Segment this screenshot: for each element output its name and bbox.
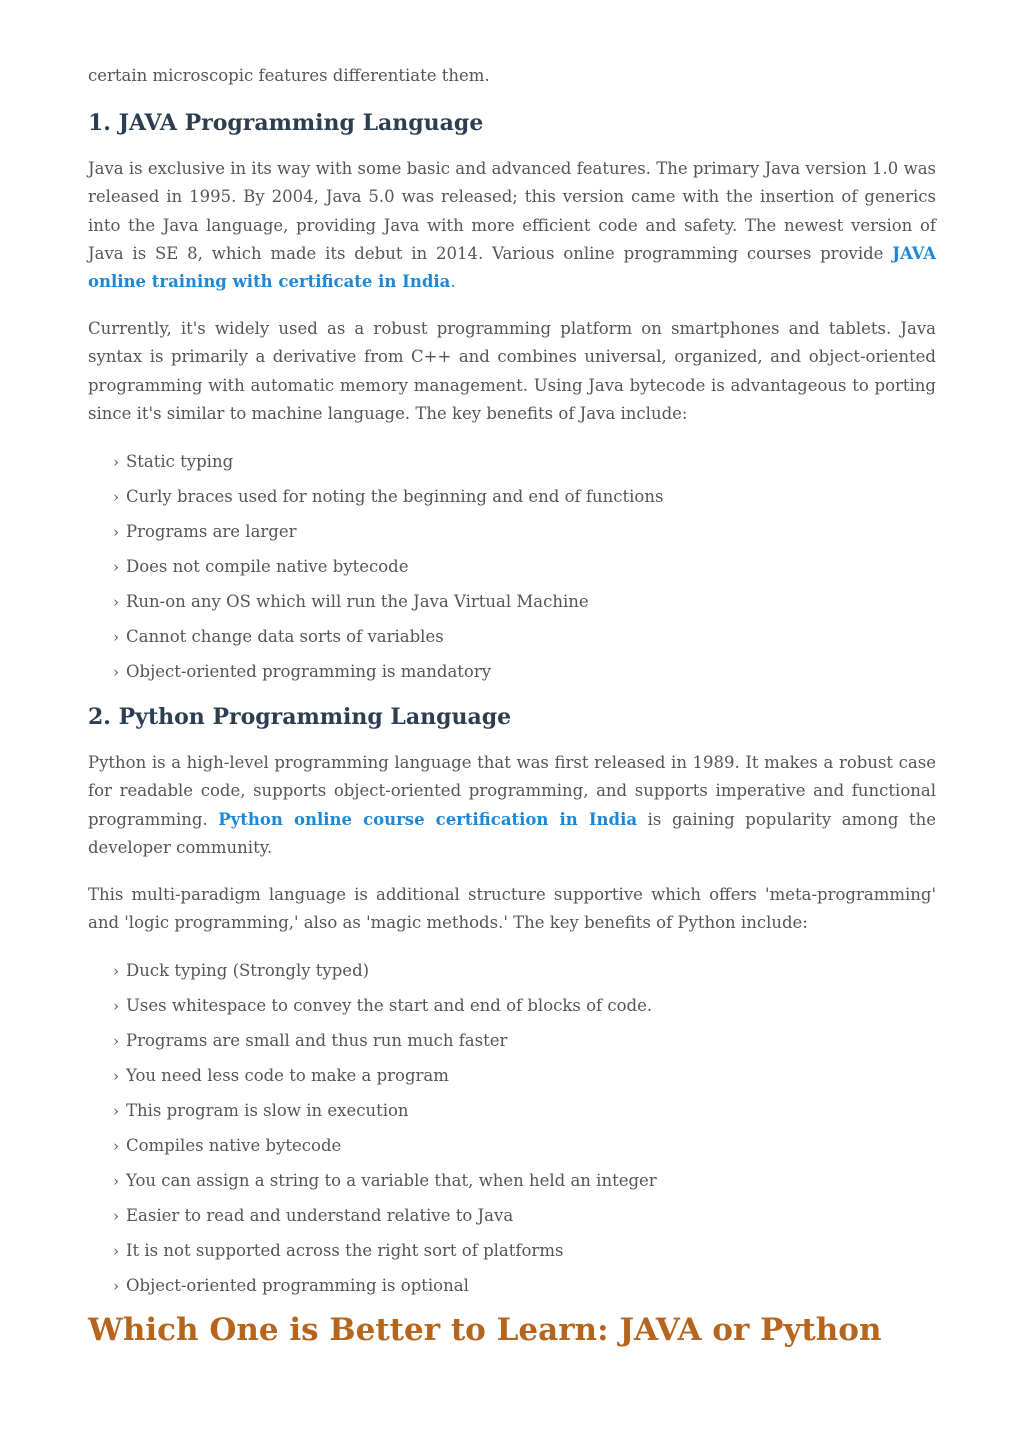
list-item: › Object-oriented programming is mandatory — [113, 654, 663, 689]
list-item: › Curly braces used for noting the beginning and end of functions — [113, 479, 663, 514]
java-section-heading: 1. JAVA Programming Language — [88, 110, 484, 136]
list-item: › Does not compile native bytecode — [113, 549, 663, 584]
java-benefits-list — [113, 444, 663, 689]
list-item: › You need less code to make a program — [113, 1058, 657, 1093]
python-course-link[interactable]: Python online course certification in India — [218, 809, 638, 829]
chevron-right-icon: › — [113, 1172, 119, 1190]
chevron-right-icon: › — [113, 558, 119, 576]
list-item: › Programs are small and thus run much faster — [113, 1023, 657, 1058]
java-para1-end: . — [450, 272, 456, 292]
list-item: › Easier to read and understand relative to Java — [113, 1198, 657, 1233]
chevron-right-icon: › — [113, 663, 119, 681]
list-item: › Object-oriented programming is optional — [113, 1268, 657, 1303]
chevron-right-icon: › — [113, 1137, 119, 1155]
chevron-right-icon: › — [113, 1207, 119, 1225]
chevron-right-icon: › — [113, 1277, 119, 1295]
list-item: › Uses whitespace to convey the start and end of blocks of code. — [113, 988, 657, 1023]
list-item: › Static typing — [113, 444, 663, 479]
python-para1-end: is gaining popularity among the developer community. — [88, 809, 937, 857]
chevron-right-icon: › — [113, 1032, 119, 1050]
chevron-right-icon: › — [113, 593, 119, 611]
list-item: › Compiles native bytecode — [113, 1128, 657, 1163]
chevron-right-icon: › — [113, 523, 119, 541]
chevron-right-icon: › — [113, 453, 119, 471]
list-item: › Run-on any OS which will run the Java Virtual Machine — [113, 584, 663, 619]
chevron-right-icon: › — [113, 1242, 119, 1260]
chevron-right-icon: › — [113, 1067, 119, 1085]
intro-line: certain microscopic features differentiate them. — [88, 66, 490, 85]
chevron-right-icon: › — [113, 997, 119, 1015]
list-item: › Cannot change data sorts of variables — [113, 619, 663, 654]
java-training-link[interactable]: JAVA online training with certificate in India — [88, 243, 936, 292]
python-para1-text: Python is a high-level programming language that was first released in 1989. It makes a robust case for readable code, supports object-oriented programming, and supports imperative and functional programming. — [88, 753, 936, 829]
python-benefits-list — [113, 953, 657, 1303]
chevron-right-icon: › — [113, 962, 119, 980]
list-item: › Duck typing (Strongly typed) — [113, 953, 657, 988]
python-paragraph-1 — [88, 749, 936, 862]
chevron-right-icon: › — [113, 1102, 119, 1120]
list-item: › It is not supported across the right sort of platforms — [113, 1233, 657, 1268]
chevron-right-icon: › — [113, 628, 119, 646]
list-item: › Programs are larger — [113, 514, 663, 549]
java-para1-text: Java is exclusive in its way with some basic and advanced features. The primary Java version 1.0 was released in 1995. By 2004, Java 5.0 was released; this version came with the insertion of generics into the Java language, providing Java with more efficient code and safety. The newest version of Java is SE 8, which made its debut in 2014. Various online programming courses provide — [88, 159, 936, 263]
java-paragraph-1 — [88, 155, 936, 296]
list-item: › This program is slow in execution — [113, 1093, 657, 1128]
java-paragraph-2: Currently, it's widely used as a robust programming platform on smartphones and tablets. Java syntax is primarily a derivative from C++ and combines universal, organized, and object-oriented programming with automatic memory management. Using Java bytecode is advantageous to porting since it's similar to machine language. The key benefits of Java include: — [88, 319, 936, 423]
comparison-heading: Which One is Better to Learn: JAVA or Python — [88, 1312, 882, 1348]
list-item: › You can assign a string to a variable that, when held an integer — [113, 1163, 657, 1198]
python-paragraph-2: This multi-paradigm language is additional structure supportive which offers 'meta-programming' and 'logic programming,' also as 'magic methods.' The key benefits of Python include: — [88, 885, 936, 933]
python-section-heading: 2. Python Programming Language — [88, 704, 512, 730]
chevron-right-icon: › — [113, 488, 119, 506]
